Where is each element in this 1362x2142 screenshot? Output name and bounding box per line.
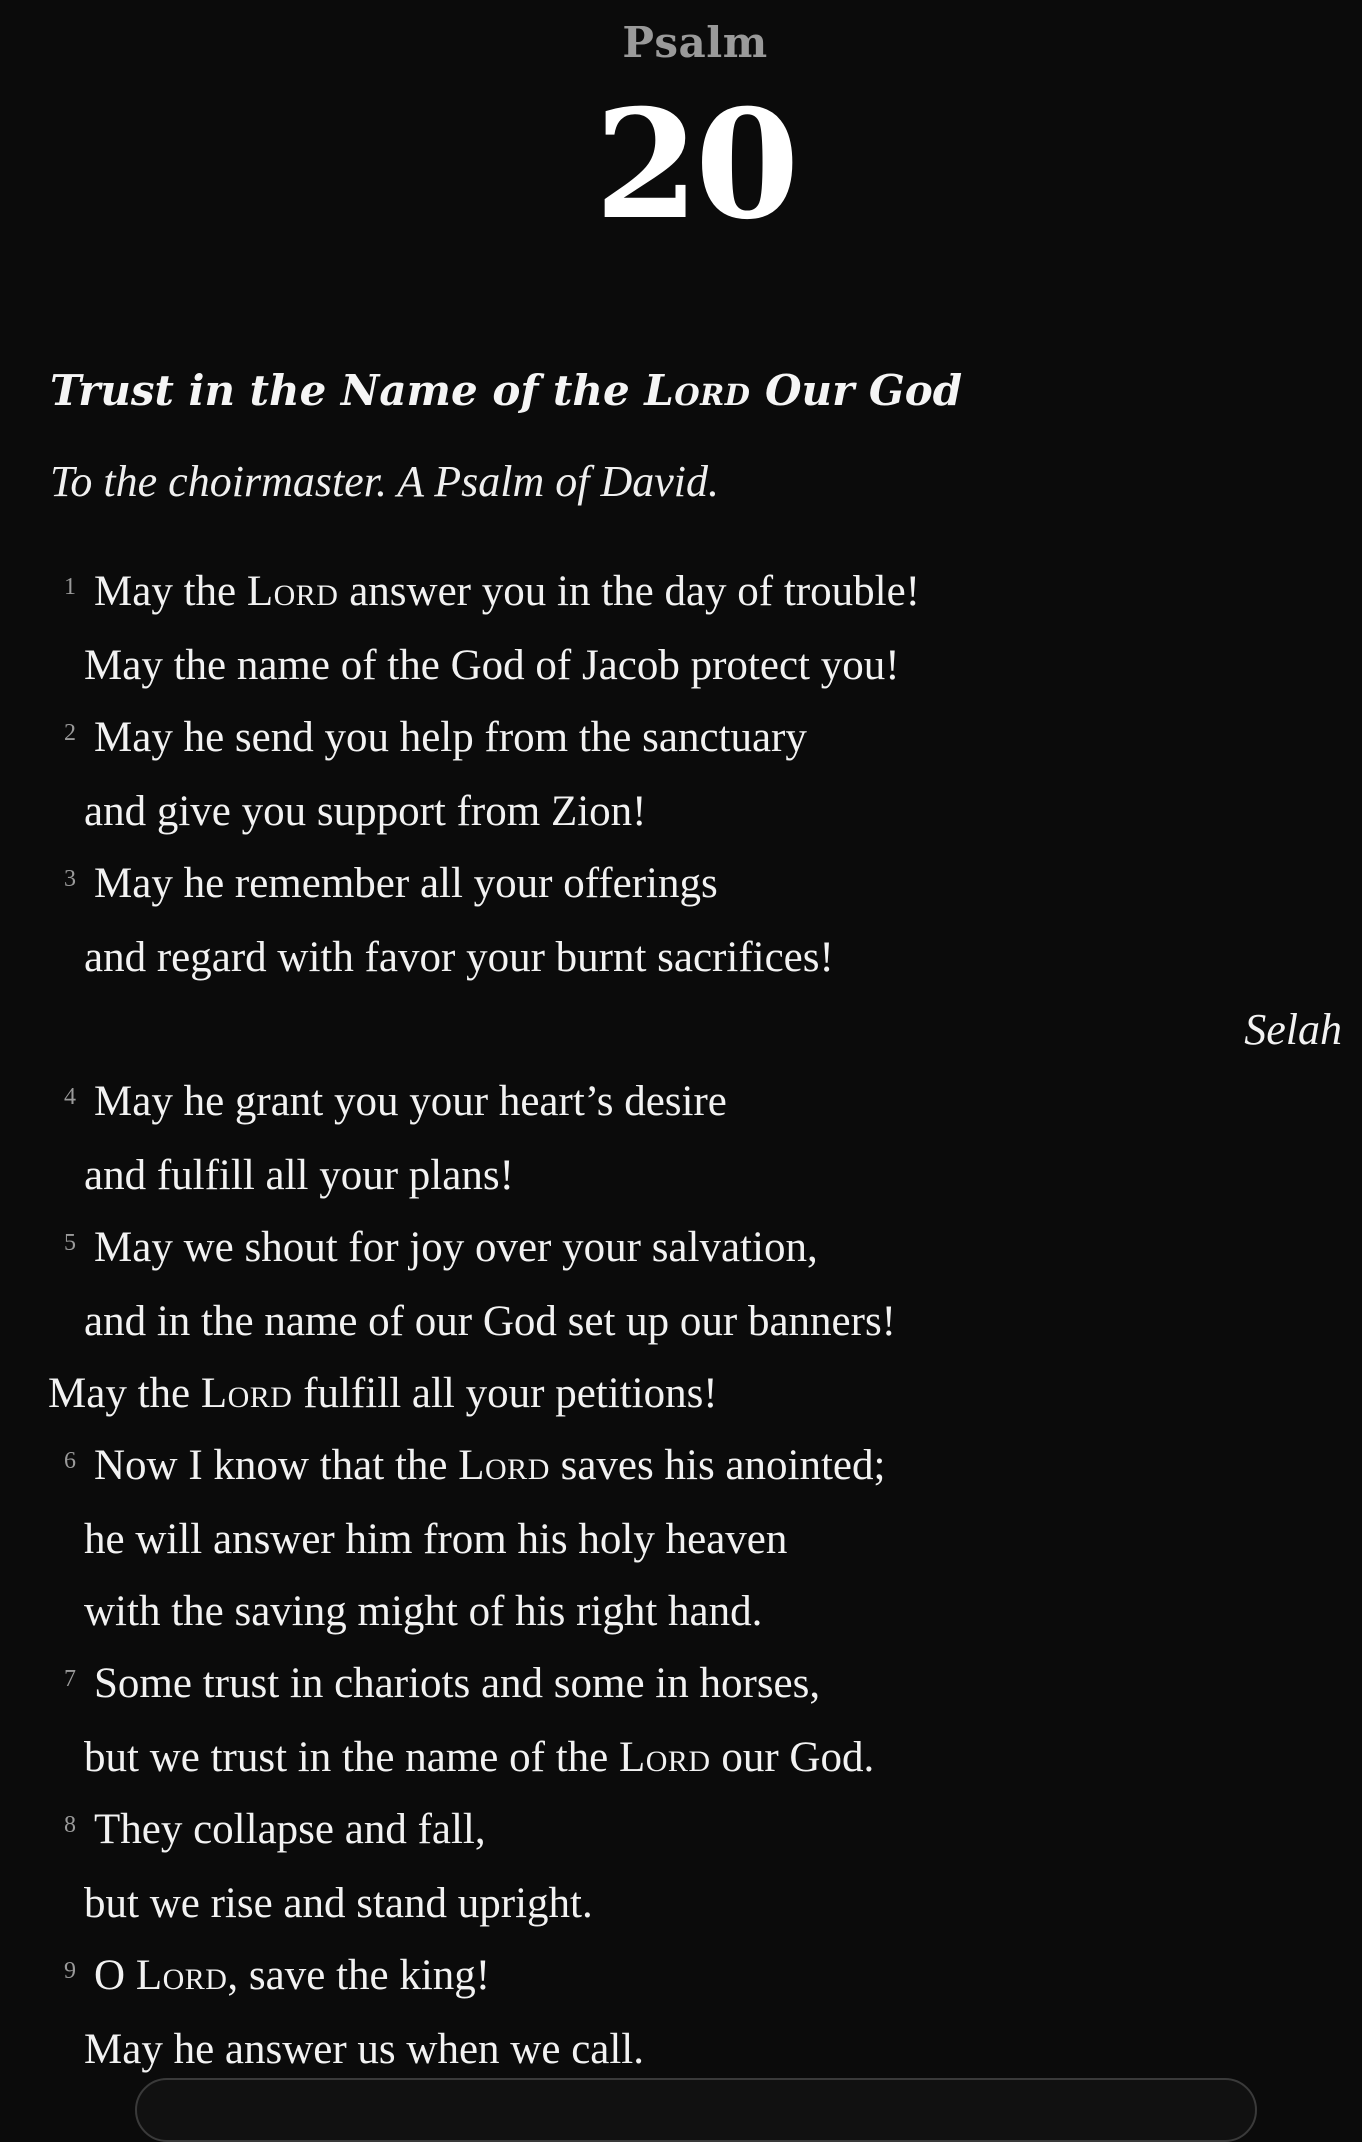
book-label: Psalm xyxy=(622,18,768,67)
heading-text-start: Trust in the Name of the xyxy=(50,366,645,415)
verse-line: with the saving might of his right hand. xyxy=(84,1588,763,1635)
verse-line xyxy=(94,1950,490,2002)
lord-small-caps: Lord xyxy=(200,1370,293,1417)
bottom-toolbar[interactable] xyxy=(135,2078,1257,2142)
lord-small-caps: Lord xyxy=(246,568,339,615)
selah-marker: Selah xyxy=(1244,1005,1342,1054)
verse-line: May he answer us when we call. xyxy=(84,2026,645,2073)
verse-number[interactable]: 7 xyxy=(64,1666,76,1692)
verse-line: he will answer him from his holy heaven xyxy=(84,1516,788,1563)
verse-line: and fulfill all your plans! xyxy=(84,1152,514,1199)
lord-small-caps: Lord xyxy=(618,1734,711,1781)
verse-line: May he send you help from the sanctuary xyxy=(94,714,807,761)
verse-line: Some trust in chariots and some in horses, xyxy=(94,1660,821,1707)
verse-text: , save the king! xyxy=(227,1952,491,1999)
verse-number[interactable]: 4 xyxy=(64,1084,76,1110)
verse-number[interactable]: 6 xyxy=(64,1448,76,1474)
section-heading xyxy=(50,366,962,415)
verse-text: O xyxy=(94,1952,136,1999)
lord-small-caps: Lord xyxy=(458,1442,550,1489)
verse-line: and in the name of our God set up our banners! xyxy=(84,1298,897,1345)
verse-line: May he grant you your heart’s desire xyxy=(94,1078,727,1125)
verse-number[interactable]: 9 xyxy=(64,1958,76,1984)
superscription: To the choirmaster. A Psalm of David. xyxy=(50,457,720,506)
verse-text: our God. xyxy=(710,1734,875,1781)
verse-line: and give you support from Zion! xyxy=(84,788,647,835)
verse-number[interactable]: 1 xyxy=(64,574,76,600)
verse-number[interactable]: 8 xyxy=(64,1812,76,1838)
verse-line xyxy=(94,1440,885,1492)
heading-text-end: Our God xyxy=(750,366,963,415)
verse-number[interactable]: 3 xyxy=(64,866,76,892)
verse-number[interactable]: 5 xyxy=(64,1230,76,1256)
verse-number[interactable]: 2 xyxy=(64,720,76,746)
verse-line: May he remember all your offerings xyxy=(94,860,718,907)
verse-text: but we trust in the name of the xyxy=(84,1734,619,1781)
verse-text: saves his anointed; xyxy=(549,1442,886,1489)
verse-text: Now I know that the xyxy=(94,1442,459,1489)
verse-text: answer you in the day of trouble! xyxy=(338,568,920,615)
verse-line: May we shout for joy over your salvation, xyxy=(94,1224,818,1271)
verse-line: and regard with favor your burnt sacrifices! xyxy=(84,934,834,981)
verse-text: fulfill all your petitions! xyxy=(292,1370,718,1417)
verse-line xyxy=(48,1368,718,1420)
heading-lord: Lord xyxy=(644,366,751,415)
verse-text: May the xyxy=(48,1370,201,1417)
chapter-number: 20 xyxy=(594,77,796,253)
lord-small-caps: Lord xyxy=(135,1952,228,1999)
verse-line: but we rise and stand upright. xyxy=(84,1880,593,1927)
verse-line xyxy=(94,566,920,618)
verse-line xyxy=(84,1732,874,1784)
verse-line: They collapse and fall, xyxy=(94,1806,486,1853)
verse-line: May the name of the God of Jacob protect you! xyxy=(84,642,900,689)
verse-text: May the xyxy=(94,568,247,615)
